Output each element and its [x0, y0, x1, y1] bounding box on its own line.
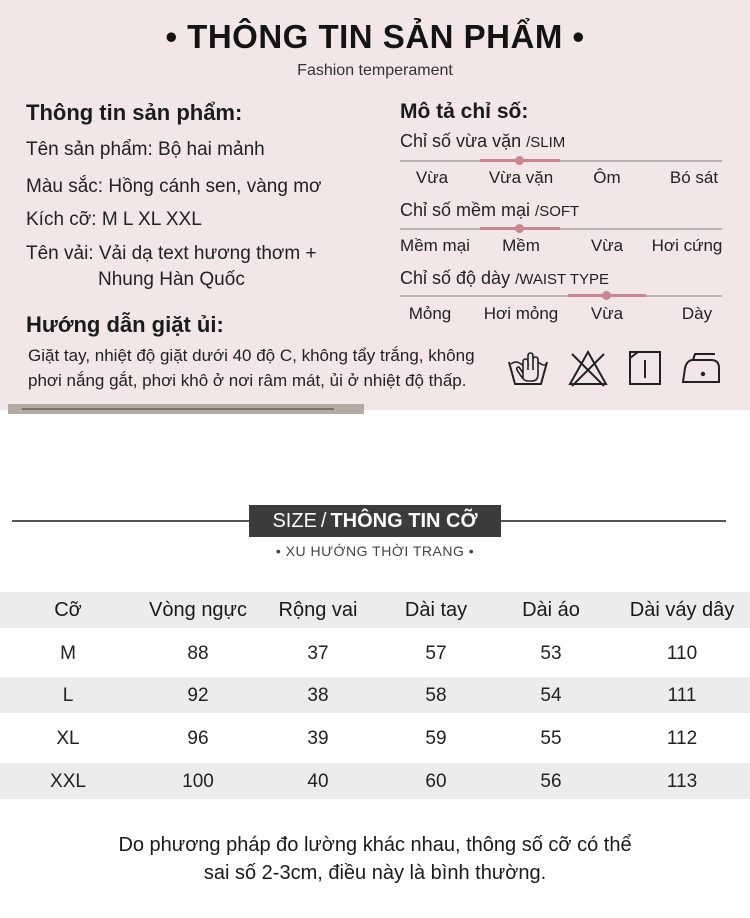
cell-bust: 96: [187, 728, 209, 749]
cell-bust: 92: [187, 685, 209, 706]
cell-sleeve: 60: [425, 771, 447, 792]
cell-shoulder: 38: [307, 685, 329, 706]
divider-right: [501, 520, 726, 522]
care-text-line2: phơi nắng gắt, phơi khô ở nơi râm mát, ủi ở nhiệt độ thấp.: [28, 371, 467, 390]
thickness-index-title: Chỉ số độ dày /WAIST TYPE: [400, 268, 610, 288]
cell-dress-length: 113: [666, 771, 698, 792]
header-cell-sleeve: Dài tay: [404, 599, 468, 621]
softness-label: Hơi cứng: [651, 236, 723, 255]
cell-bust: 88: [187, 643, 209, 664]
cell-dress-length: 110: [666, 643, 698, 664]
cell-shoulder: 37: [307, 643, 329, 664]
measurement-note-line1: Do phương pháp đo lường khác nhau, thông số cỡ có thể: [118, 834, 632, 856]
cell-sleeve: 58: [425, 685, 447, 706]
hand-wash-icon: [506, 348, 550, 388]
product-info-heading: Thông tin sản phẩm:: [26, 100, 243, 125]
thickness-label: Dày: [681, 304, 713, 323]
product-color: Màu sắc: Hồng cánh sen, vàng mơ: [26, 176, 322, 197]
cell-sleeve: 57: [425, 643, 447, 664]
product-name: Tên sản phẩm: Bộ hai mảnh: [26, 139, 265, 160]
divider-left: [12, 520, 249, 522]
measurement-note-line2: sai số 2-3cm, điều này là bình thường.: [203, 862, 547, 884]
table-row-band: [0, 763, 750, 799]
softness-label: Vừa: [590, 236, 624, 255]
cell-top-length: 53: [540, 643, 562, 664]
product-fabric-line1: Tên vải: Vải dạ text hương thơm +: [26, 243, 317, 264]
fit-label: Vừa vặn: [488, 168, 554, 187]
product-fabric-line2: Nhung Hàn Quốc: [98, 269, 245, 290]
softness-index-title: Chỉ số mềm mại /SOFT: [400, 200, 580, 220]
page-title: • THÔNG TIN SẢN PHẨM •: [165, 18, 585, 55]
cell-size: XXL: [50, 771, 86, 792]
fit-index-scale: [400, 160, 722, 162]
header-cell-size: Cỡ: [54, 599, 82, 621]
cell-bust: 100: [182, 771, 214, 792]
header-cell-top-length: Dài áo: [522, 599, 580, 621]
cell-size: XL: [56, 728, 80, 749]
cell-shoulder: 40: [307, 771, 329, 792]
care-text-line1: Giặt tay, nhiệt độ giặt dưới 40 độ C, không tẩy trắng, không: [28, 346, 475, 365]
cell-top-length: 56: [540, 771, 562, 792]
thickness-index-scale: [400, 295, 722, 297]
no-bleach-icon: [566, 348, 610, 388]
cell-size: M: [60, 643, 76, 664]
product-sizes: Kích cỡ: M L XL XXL: [26, 209, 202, 230]
thickness-label: Hơi mỏng: [483, 304, 559, 323]
cell-size: L: [62, 685, 74, 706]
header-cell-dress-length: Dài váy dây: [629, 599, 735, 621]
fit-index-marker: [515, 156, 524, 165]
softness-label: Mềm mại: [400, 236, 470, 255]
product-photo-edge: [8, 404, 364, 414]
table-row-band: [0, 677, 750, 713]
softness-index-marker: [515, 224, 524, 233]
header-cell-bust: Vòng ngực: [149, 599, 247, 621]
size-section-badge: SIZE / THÔNG TIN CỠ: [249, 505, 501, 537]
cell-top-length: 55: [540, 728, 562, 749]
thickness-label: Mỏng: [408, 304, 452, 323]
cell-shoulder: 39: [307, 728, 329, 749]
cell-sleeve: 59: [425, 728, 447, 749]
cell-dress-length: 111: [667, 685, 697, 706]
header-cell-shoulder: Rộng vai: [278, 599, 358, 621]
iron-low-icon: [679, 348, 723, 388]
size-section-subtitle: • XU HƯỚNG THỜI TRANG •: [275, 543, 475, 559]
cell-dress-length: 112: [666, 728, 698, 749]
fit-label: Ôm: [593, 168, 621, 187]
thickness-label: Vừa: [590, 304, 624, 323]
thickness-index-marker: [602, 291, 611, 300]
fit-label: Vừa: [415, 168, 449, 187]
line-dry-icon: [624, 348, 668, 388]
softness-label: Mềm: [502, 236, 540, 255]
care-heading: Hướng dẫn giặt ủi:: [26, 312, 224, 337]
indices-heading: Mô tả chỉ số:: [400, 100, 529, 123]
softness-index-scale: [400, 228, 722, 230]
cell-top-length: 54: [540, 685, 562, 706]
fit-label: Bó sát: [669, 168, 719, 187]
fit-index-title: Chỉ số vừa vặn /SLIM: [400, 131, 566, 151]
page-subtitle: Fashion temperament: [297, 62, 453, 79]
